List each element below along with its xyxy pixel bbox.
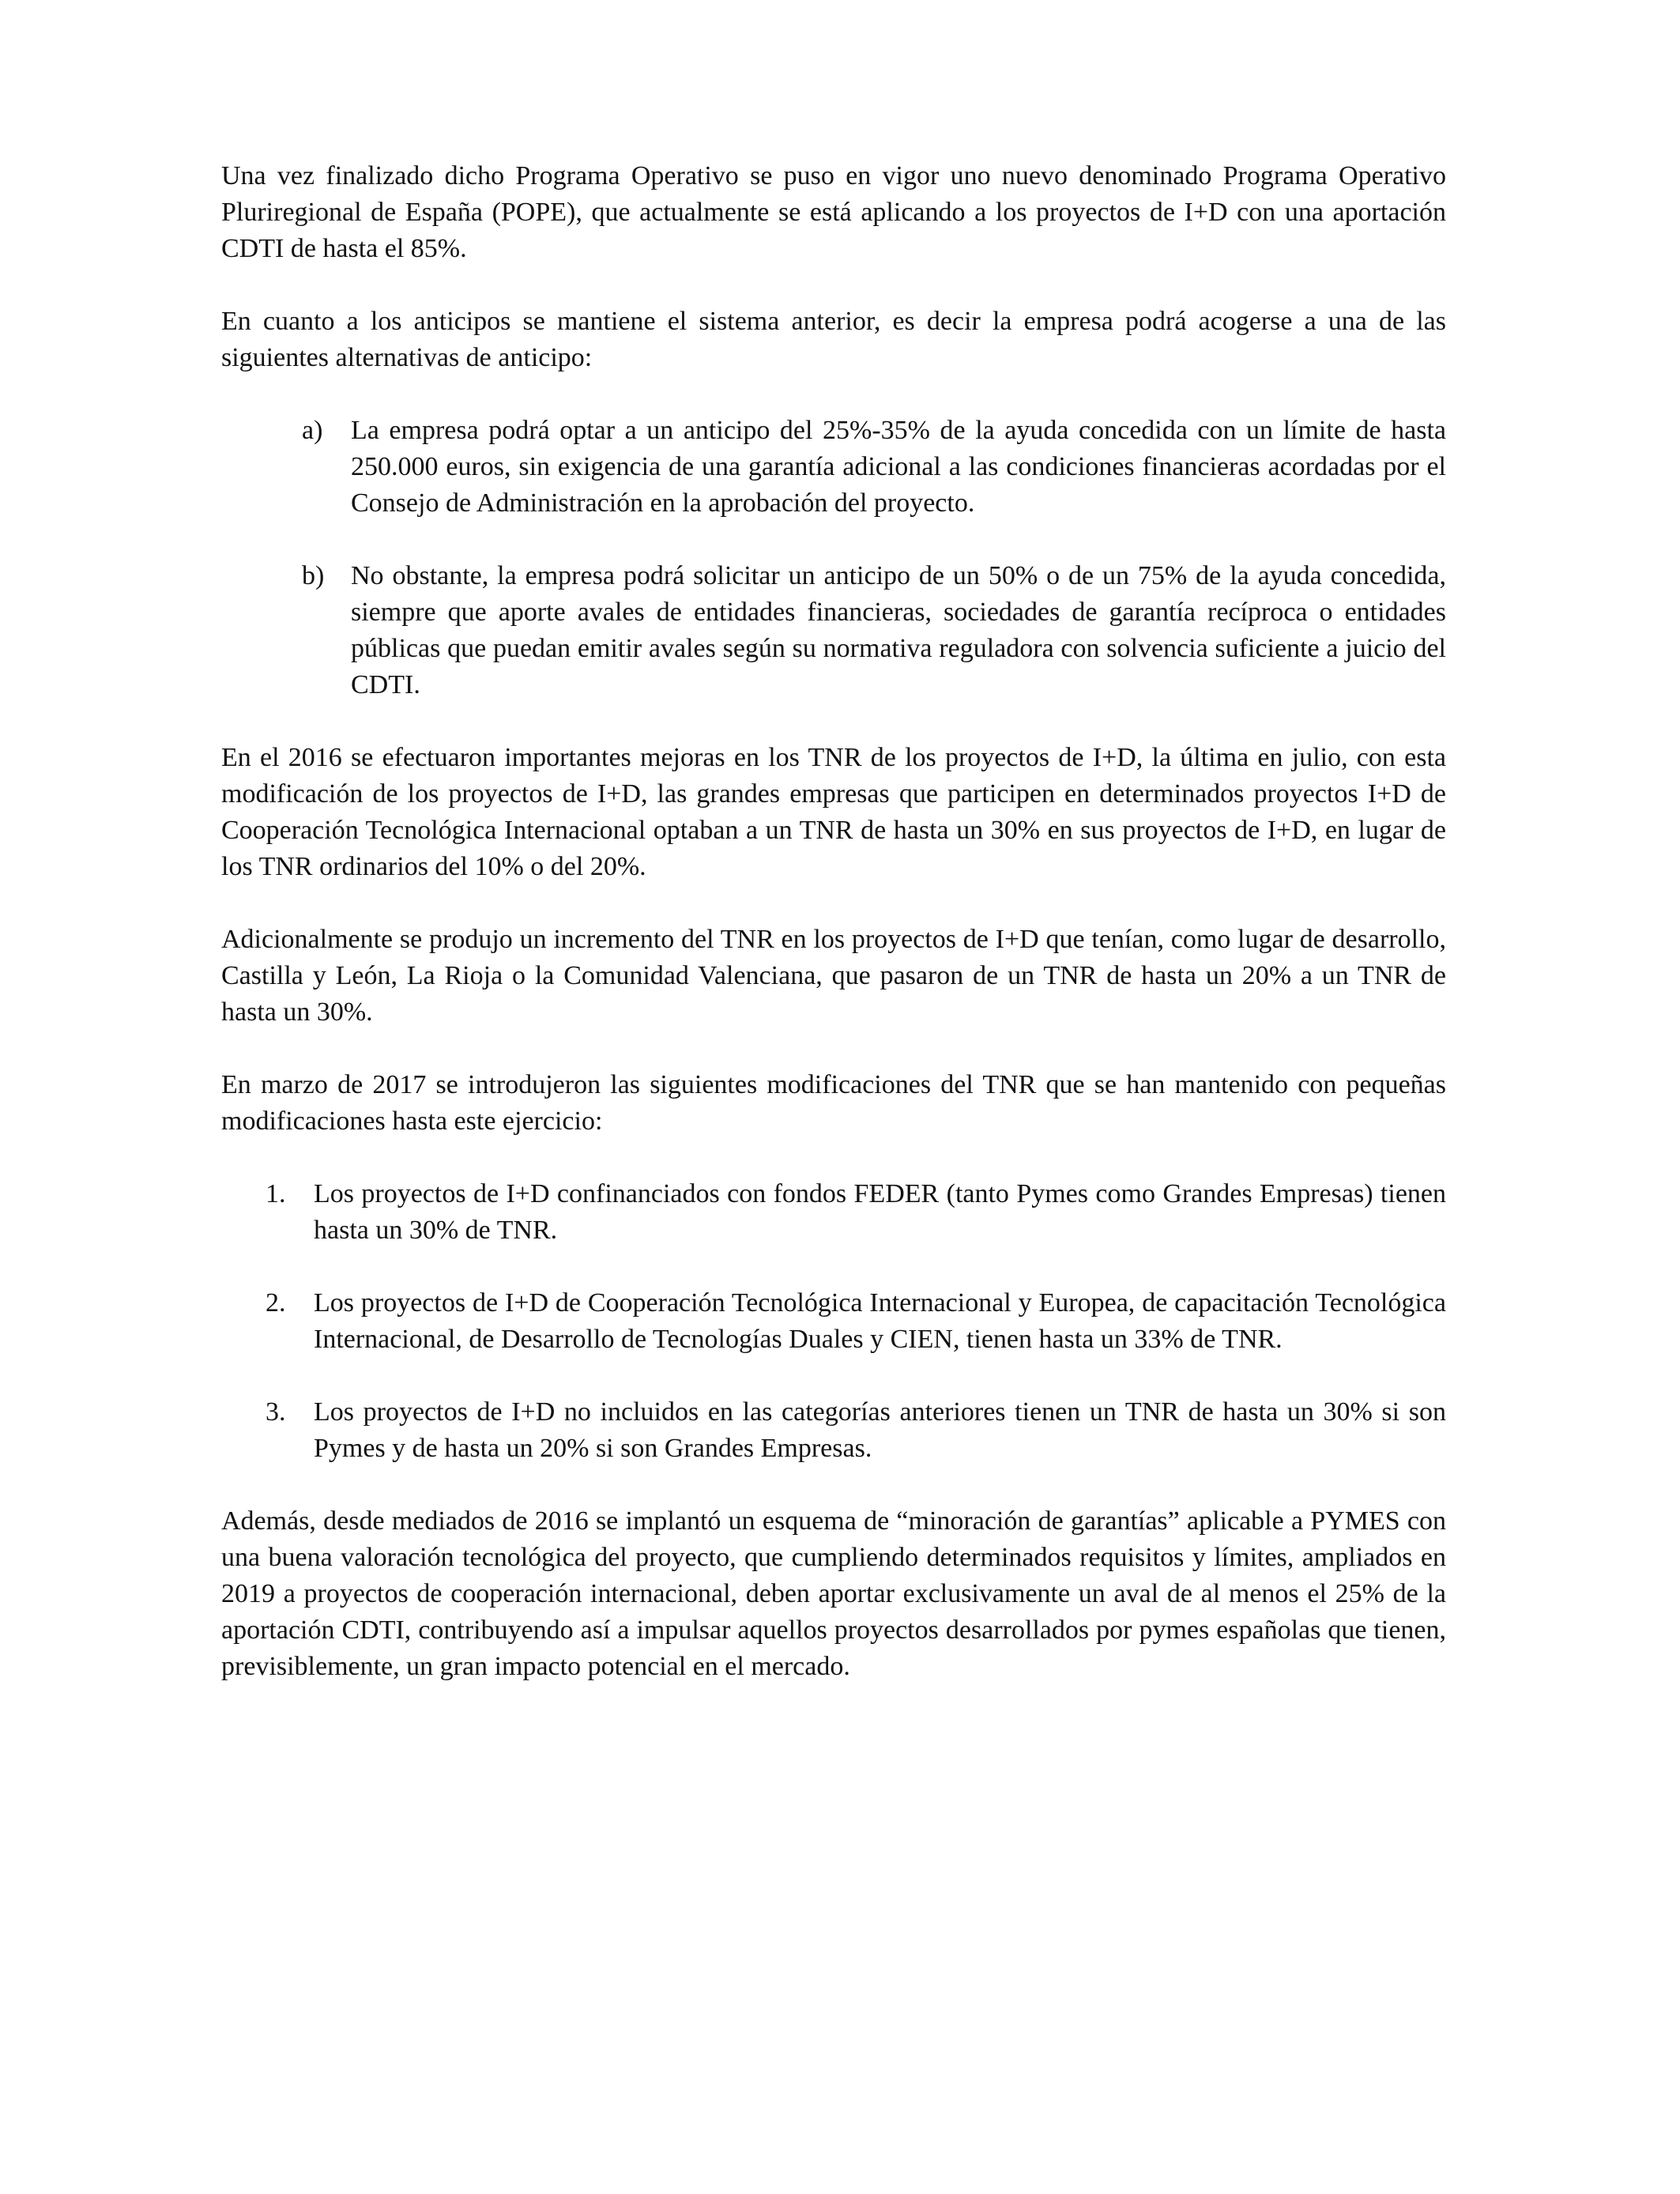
list-marker: b) — [302, 561, 325, 590]
list-item — [221, 558, 1446, 703]
document-page — [221, 158, 1446, 1721]
paragraph-minoracion-garantias: Además, desde mediados de 2016 se implantó un esquema de “minoración de garantías” aplicable a PYMES con una buena valoración tecnológica del proyecto, que cumpliendo determinados requisitos y límites, ampliados en 2019 a proyectos de cooperación internacional, deben aportar exclusivamente un aval de al menos el 25% de la aportación CDTI, contribuyendo así a impulsar aquellos proyectos desarrollados por pymes españolas que tienen, previsiblemente, un gran impacto potencial en el mercado. — [221, 1506, 1446, 1681]
paragraph-anticipos: En cuanto a los anticipos se mantiene el sistema anterior, es decir la empresa podrá acogerse a una de las siguientes alternativas de anticipo: — [221, 307, 1446, 372]
list-marker: 2. — [266, 1288, 286, 1318]
paragraph-2016-mejoras: En el 2016 se efectuaron importantes mejoras en los TNR de los proyectos de I+D, la última en julio, con esta modificación de los proyectos de I+D, las grandes empresas que participen en determinados proyectos I+D de Cooperación Tecnológica Internacional optaban a un TNR de hasta un 30% en sus proyectos de I+D, en lugar de los TNR ordinarios del 10% o del 20%. — [221, 743, 1446, 881]
list-marker: 1. — [266, 1179, 286, 1208]
anticipo-alternatives-list — [221, 413, 1446, 703]
list-item-text: Los proyectos de I+D confinanciados con fondos FEDER (tanto Pymes como Grandes Empresas) tienen hasta un 30% de TNR. — [314, 1179, 1446, 1245]
list-item — [221, 1394, 1446, 1467]
list-item-text: Los proyectos de I+D de Cooperación Tecnológica Internacional y Europea, de capacitación Tecnológica Internacional, de Desarrollo de Tecnologías Duales y CIEN, tienen hasta un 33% de TNR. — [314, 1288, 1446, 1354]
paragraph-marzo-2017: En marzo de 2017 se introdujeron las siguientes modificaciones del TNR que se han mantenido con pequeñas modificaciones hasta este ejercicio: — [221, 1070, 1446, 1136]
list-item-text: Los proyectos de I+D no incluidos en las categorías anteriores tienen un TNR de hasta un 30% si son Pymes y de hasta un 20% si son Grandes Empresas. — [314, 1397, 1446, 1463]
list-marker: 3. — [266, 1397, 286, 1427]
list-item — [221, 413, 1446, 522]
tnr-modifications-list — [221, 1176, 1446, 1467]
list-marker: a) — [302, 416, 323, 445]
list-item-text: La empresa podrá optar a un anticipo del 25%-35% de la ayuda concedida con un límite de hasta 250.000 euros, sin exigencia de una garantía adicional a las condiciones financieras acordadas por el Consejo de Administración en la aprobación del proyecto. — [351, 416, 1446, 518]
paragraph-pope: Una vez finalizado dicho Programa Operativo se puso en vigor uno nuevo denominado Programa Operativo Pluriregional de España (POPE), que actualmente se está aplicando a los proyectos de I+D con una aportación CDTI de hasta el 85%. — [221, 161, 1446, 263]
list-item — [221, 1176, 1446, 1249]
list-item — [221, 1285, 1446, 1358]
paragraph-incremento-tnr: Adicionalmente se produjo un incremento del TNR en los proyectos de I+D que tenían, como lugar de desarrollo, Castilla y León, La Rioja o la Comunidad Valenciana, que pasaron de un TNR de hasta un 20% a un TNR de hasta un 30%. — [221, 925, 1446, 1027]
list-item-text: No obstante, la empresa podrá solicitar un anticipo de un 50% o de un 75% de la ayuda concedida, siempre que aporte avales de entidades financieras, sociedades de garantía recíproca o entidades públicas que puedan emitir avales según su normativa reguladora con solvencia suficiente a juicio del CDTI. — [351, 561, 1446, 699]
